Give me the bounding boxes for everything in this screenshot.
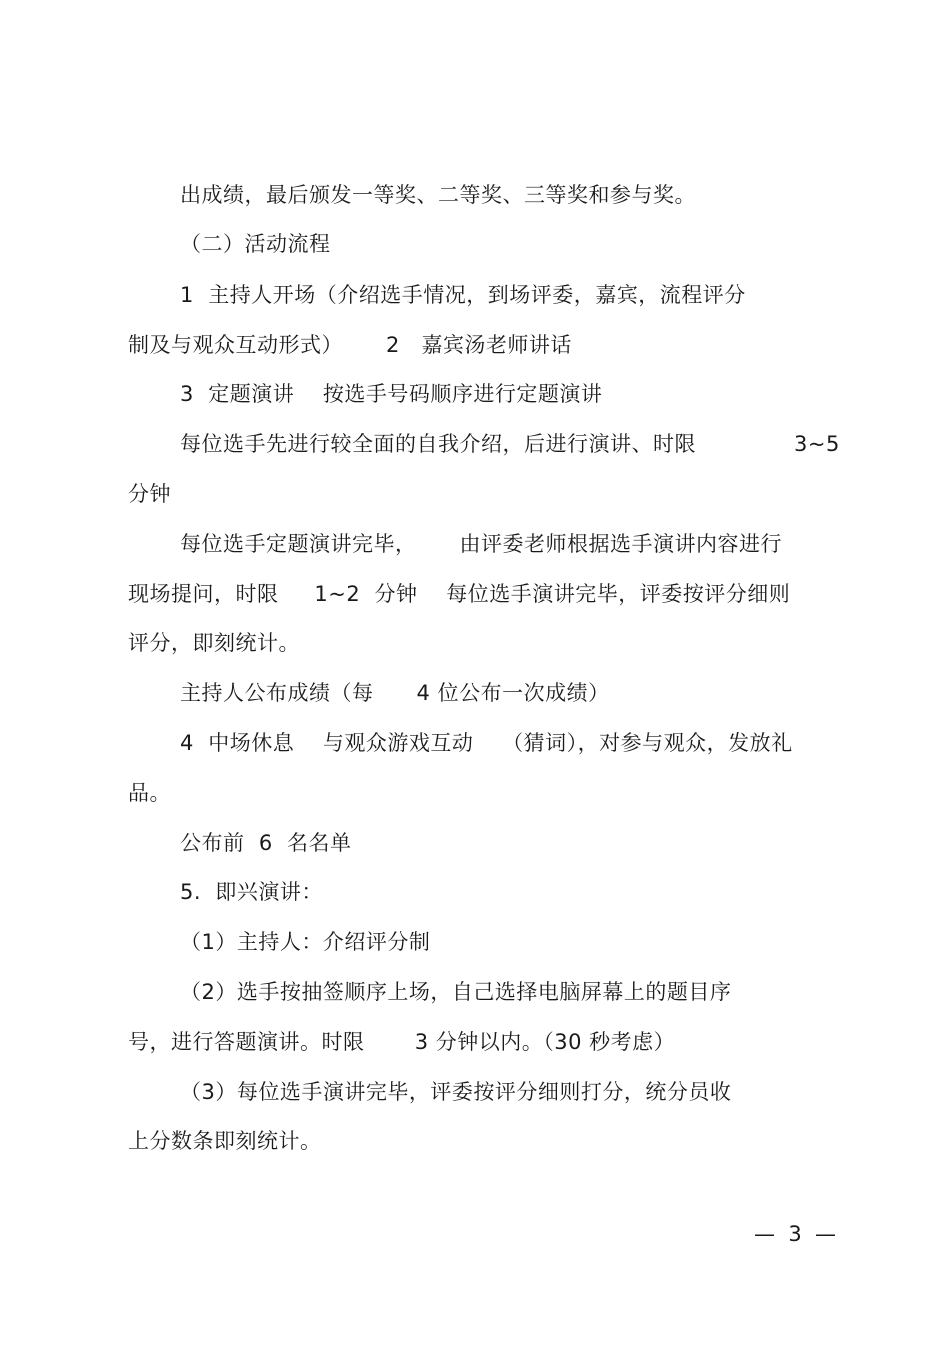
text-line-14: 公布前 6 名名单	[180, 831, 352, 855]
page-number: — 3 —	[754, 1222, 837, 1246]
text-line-13: 品。	[128, 781, 171, 805]
text-line-11: 主持人公布成绩（每 4 位公布一次成绩）	[180, 681, 610, 705]
section-heading-activity-flow: （二）活动流程	[180, 232, 331, 256]
text-line-6-time-range: 3~5	[794, 432, 840, 456]
text-line-1: 出成绩，最后颁发一等奖、二等奖、三等奖和参与奖。	[180, 183, 696, 207]
text-line-4: 制及与观众互动形式） 2 嘉宾汤老师讲话	[128, 333, 572, 357]
text-line-10: 评分，即刻统计。	[128, 631, 300, 655]
text-line-12: 4 中场休息 与观众游戏互动 （猜词），对参与观众，发放礼	[180, 731, 793, 755]
text-line-3: 1 主持人开场（介绍选手情况，到场评委，嘉宾，流程评分	[180, 283, 746, 307]
text-line-20: 上分数条即刻统计。	[128, 1129, 322, 1153]
text-line-18: 号，进行答题演讲。时限 3 分钟以内。（30 秒考虑）	[128, 1030, 676, 1054]
text-line-5: 3 定题演讲 按选手号码顺序进行定题演讲	[180, 382, 603, 406]
text-line-6: 每位选手先进行较全面的自我介绍，后进行演讲、时限	[180, 432, 696, 456]
text-line-9: 现场提问，时限 1~2 分钟 每位选手演讲完毕，评委按评分细则	[128, 582, 791, 606]
text-line-7: 分钟	[128, 482, 171, 506]
section-heading-impromptu-speech: 5. 即兴演讲：	[180, 880, 323, 904]
text-line-17: （2）选手按抽签顺序上场，自己选择电脑屏幕上的题目序	[180, 980, 732, 1004]
text-line-19: （3）每位选手演讲完毕，评委按评分细则打分，统分员收	[180, 1080, 732, 1104]
text-line-8: 每位选手定题演讲完毕， 由评委老师根据选手演讲内容进行	[180, 532, 783, 556]
text-line-16: （1）主持人：介绍评分制	[180, 930, 431, 954]
